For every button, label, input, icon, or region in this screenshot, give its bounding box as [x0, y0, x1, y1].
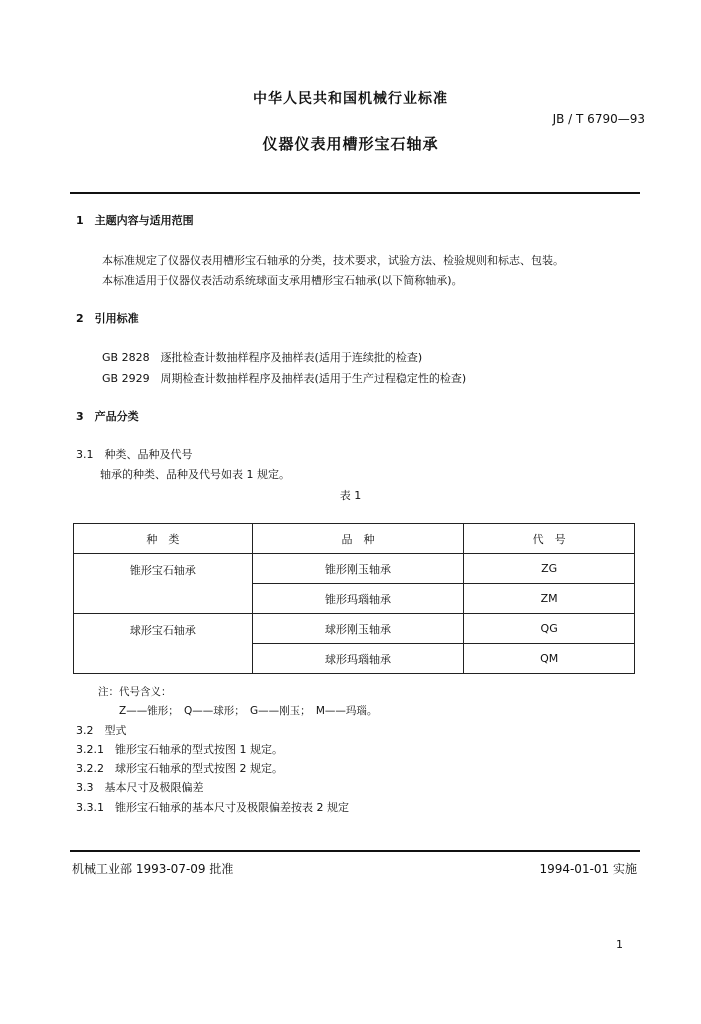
table-cell-kind: 锥形宝石轴承	[74, 554, 253, 614]
page-number: 1	[616, 938, 623, 951]
section-3-2-1: 3.2.1 锥形宝石轴承的型式按图 1 规定。	[76, 743, 283, 756]
table-cell-variety: 锥形玛瑙轴承	[252, 584, 464, 614]
table-cell-code: ZG	[464, 554, 635, 584]
section-2-heading: 2 引用标准	[76, 312, 139, 325]
approval-date: 机械工业部 1993-07-09 批准	[72, 862, 234, 876]
table-note-label: 注：代号含义：	[98, 686, 172, 698]
reference-gb2828: GB 2828 逐批检查计数抽样程序及抽样表(适用于连续批的检查)	[102, 351, 423, 364]
table-cell-code: QM	[464, 644, 635, 674]
section-3-1-paragraph: 轴承的种类、品种及代号如表 1 规定。	[100, 468, 290, 481]
table-header-variety: 品 种	[252, 524, 464, 554]
table-row	[74, 614, 635, 644]
section-3-1-heading: 3.1 种类、品种及代号	[76, 448, 193, 461]
table-header-row	[74, 524, 635, 554]
issuing-organization: 中华人民共和国机械行业标准	[253, 91, 448, 107]
section-1-paragraph-2: 本标准适用于仪器仪表活动系统球面支承用槽形宝石轴承(以下简称轴承)。	[102, 274, 463, 287]
effective-date: 1994-01-01 实施	[539, 862, 637, 876]
section-3-2-heading: 3.2 型式	[76, 724, 127, 737]
table-cell-code: ZM	[464, 584, 635, 614]
table-note-codes: Z——锥形； Q——球形； G——刚玉； M——玛瑙。	[119, 705, 378, 717]
table-row	[74, 554, 635, 584]
header-divider	[70, 192, 640, 194]
document-title: 仪器仪表用槽形宝石轴承	[262, 135, 439, 153]
section-3-heading: 3 产品分类	[76, 410, 139, 423]
footer-divider	[70, 850, 640, 852]
table-header-kind: 种 类	[74, 524, 253, 554]
table-cell-code: QG	[464, 614, 635, 644]
classification-table	[73, 523, 635, 674]
section-1-heading: 1 主题内容与适用范围	[76, 214, 194, 227]
table-cell-variety: 球形玛瑙轴承	[252, 644, 464, 674]
table-1-caption: 表 1	[339, 489, 362, 502]
reference-gb2929: GB 2929 周期检查计数抽样程序及抽样表(适用于生产过程稳定性的检查)	[102, 372, 467, 385]
section-3-2-2: 3.2.2 球形宝石轴承的型式按图 2 规定。	[76, 762, 283, 775]
table-header-code: 代 号	[464, 524, 635, 554]
table-cell-variety: 锥形刚玉轴承	[252, 554, 464, 584]
table-cell-kind: 球形宝石轴承	[74, 614, 253, 674]
standard-code: JB / T 6790—93	[552, 112, 645, 126]
section-3-3-1: 3.3.1 锥形宝石轴承的基本尺寸及极限偏差按表 2 规定	[76, 801, 349, 814]
table-cell-variety: 球形刚玉轴承	[252, 614, 464, 644]
section-3-3-heading: 3.3 基本尺寸及极限偏差	[76, 781, 204, 794]
section-1-paragraph-1: 本标准规定了仪器仪表用槽形宝石轴承的分类，技术要求，试验方法、检验规则和标志、包装。	[102, 254, 564, 267]
